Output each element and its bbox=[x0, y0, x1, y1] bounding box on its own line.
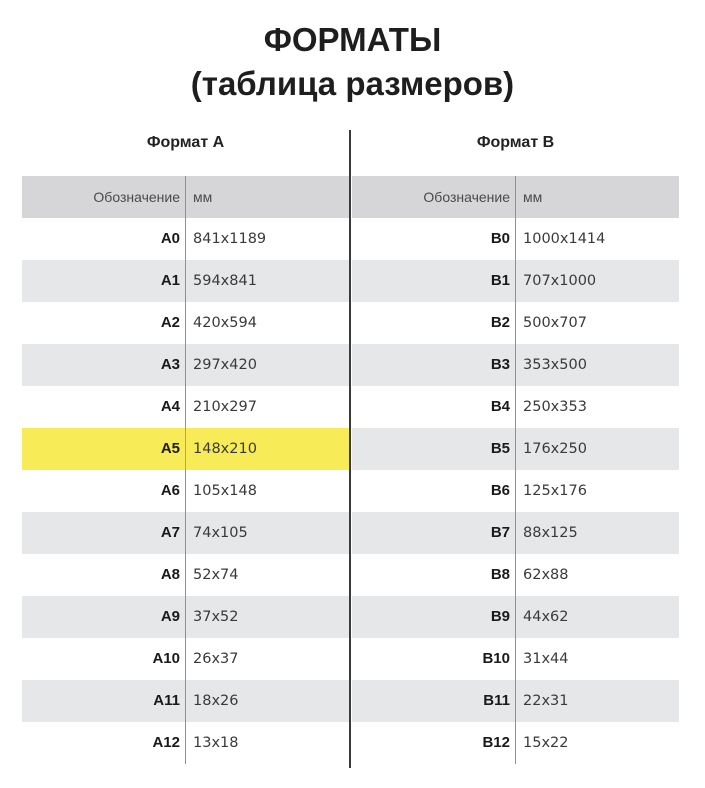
format-code: B6 bbox=[490, 482, 510, 499]
format-size-mm: 52x74 bbox=[193, 567, 239, 583]
format-a-heading: Формат А bbox=[146, 134, 225, 151]
table-row bbox=[22, 386, 349, 428]
table-row bbox=[352, 344, 679, 386]
column-separator bbox=[185, 596, 186, 638]
format-size-mm: 105x148 bbox=[193, 483, 257, 499]
format-size-mm: 26x37 bbox=[193, 651, 239, 667]
format-code: A5 bbox=[160, 440, 180, 457]
column-separator bbox=[185, 722, 186, 764]
table-row bbox=[22, 638, 349, 680]
format-size-mm: 13x18 bbox=[193, 735, 239, 751]
format-size-mm: 44x62 bbox=[523, 609, 569, 625]
table-row bbox=[22, 218, 349, 260]
table-row bbox=[22, 470, 349, 512]
column-separator bbox=[515, 680, 516, 722]
table-row bbox=[22, 302, 349, 344]
format-code: A6 bbox=[160, 482, 180, 499]
header-size-label: мм bbox=[193, 189, 213, 205]
table-row bbox=[352, 554, 679, 596]
format-size-mm: 250x353 bbox=[523, 399, 587, 415]
column-separator bbox=[515, 218, 516, 260]
format-code: B9 bbox=[490, 608, 510, 625]
format-code: A8 bbox=[160, 566, 180, 583]
table-row bbox=[22, 512, 349, 554]
column-separator bbox=[515, 638, 516, 680]
column-separator bbox=[185, 470, 186, 512]
table-row bbox=[352, 470, 679, 512]
format-code: B0 bbox=[490, 230, 510, 247]
table-row bbox=[22, 596, 349, 638]
column-separator bbox=[185, 344, 186, 386]
format-code: B12 bbox=[482, 734, 510, 751]
format-code: B11 bbox=[483, 692, 510, 709]
column-separator bbox=[185, 218, 186, 260]
format-code: B5 bbox=[490, 440, 510, 457]
format-size-mm: 37x52 bbox=[193, 609, 239, 625]
table-row bbox=[352, 638, 679, 680]
table-row bbox=[352, 260, 679, 302]
column-separator bbox=[515, 260, 516, 302]
column-divider bbox=[349, 130, 351, 768]
column-separator bbox=[185, 554, 186, 596]
header-code-label: Обозначение bbox=[93, 189, 180, 205]
page-title bbox=[0, 18, 705, 106]
column-separator bbox=[515, 344, 516, 386]
format-size-mm: 31x44 bbox=[523, 651, 569, 667]
table-row bbox=[352, 596, 679, 638]
format-size-mm: 176x250 bbox=[523, 441, 587, 457]
column-separator bbox=[515, 512, 516, 554]
format-size-mm: 18x26 bbox=[193, 693, 239, 709]
format-code: B8 bbox=[490, 566, 510, 583]
format-size-mm: 420x594 bbox=[193, 315, 257, 331]
format-code: A10 bbox=[152, 650, 180, 667]
table-row bbox=[22, 722, 349, 764]
column-separator bbox=[515, 302, 516, 344]
format-a-header-row bbox=[22, 176, 349, 218]
column-separator bbox=[185, 302, 186, 344]
format-code: A12 bbox=[152, 734, 180, 751]
table-row bbox=[22, 344, 349, 386]
column-separator bbox=[185, 512, 186, 554]
column-separator bbox=[185, 176, 186, 218]
format-code: B2 bbox=[490, 314, 510, 331]
header-code-label: Обозначение bbox=[423, 189, 510, 205]
table-row bbox=[22, 554, 349, 596]
column-separator bbox=[515, 428, 516, 470]
column-separator bbox=[515, 176, 516, 218]
format-size-mm: 297x420 bbox=[193, 357, 257, 373]
table-row bbox=[352, 512, 679, 554]
table-row bbox=[352, 386, 679, 428]
table-row bbox=[22, 428, 349, 470]
table-row bbox=[352, 680, 679, 722]
format-a-table bbox=[22, 176, 349, 764]
format-code: A11 bbox=[153, 692, 180, 709]
column-separator bbox=[515, 554, 516, 596]
format-size-mm: 15x22 bbox=[523, 735, 569, 751]
format-size-mm: 88x125 bbox=[523, 525, 578, 541]
format-code: B1 bbox=[490, 272, 510, 289]
title-subtitle: (таблица размеров) bbox=[190, 65, 515, 102]
format-size-mm: 353x500 bbox=[523, 357, 587, 373]
format-size-mm: 841x1189 bbox=[193, 231, 267, 247]
table-row bbox=[22, 260, 349, 302]
format-b-header-row bbox=[352, 176, 679, 218]
title-main: ФОРМАТЫ bbox=[263, 21, 442, 58]
format-b-table bbox=[352, 176, 679, 764]
format-code: B10 bbox=[482, 650, 510, 667]
format-code: A9 bbox=[160, 608, 180, 625]
format-code: A2 bbox=[160, 314, 180, 331]
table-row bbox=[22, 680, 349, 722]
column-separator bbox=[185, 680, 186, 722]
format-code: B4 bbox=[490, 398, 510, 415]
format-code: A4 bbox=[160, 398, 180, 415]
column-separator bbox=[515, 596, 516, 638]
format-code: A7 bbox=[160, 524, 180, 541]
format-code: A3 bbox=[160, 356, 180, 373]
column-separator bbox=[185, 386, 186, 428]
table-row bbox=[352, 722, 679, 764]
format-code: B3 bbox=[490, 356, 510, 373]
column-separator bbox=[515, 722, 516, 764]
format-b-heading: Формат В bbox=[476, 134, 555, 151]
column-separator bbox=[185, 638, 186, 680]
format-size-mm: 707x1000 bbox=[523, 273, 597, 289]
header-size-label: мм bbox=[523, 189, 543, 205]
format-size-mm: 62x88 bbox=[523, 567, 569, 583]
format-size-mm: 1000x1414 bbox=[523, 231, 606, 247]
format-size-mm: 125x176 bbox=[523, 483, 587, 499]
format-size-mm: 210x297 bbox=[193, 399, 257, 415]
table-row bbox=[352, 302, 679, 344]
column-separator bbox=[515, 470, 516, 512]
column-separator bbox=[185, 428, 186, 470]
format-size-mm: 500x707 bbox=[523, 315, 587, 331]
table-row bbox=[352, 428, 679, 470]
format-size-mm: 22x31 bbox=[523, 693, 569, 709]
table-row bbox=[352, 218, 679, 260]
format-code: A1 bbox=[160, 272, 180, 289]
format-size-mm: 148x210 bbox=[193, 441, 257, 457]
format-code: B7 bbox=[490, 524, 510, 541]
column-separator bbox=[185, 260, 186, 302]
format-code: A0 bbox=[160, 230, 180, 247]
format-size-mm: 74x105 bbox=[193, 525, 248, 541]
format-size-mm: 594x841 bbox=[193, 273, 257, 289]
column-separator bbox=[515, 386, 516, 428]
